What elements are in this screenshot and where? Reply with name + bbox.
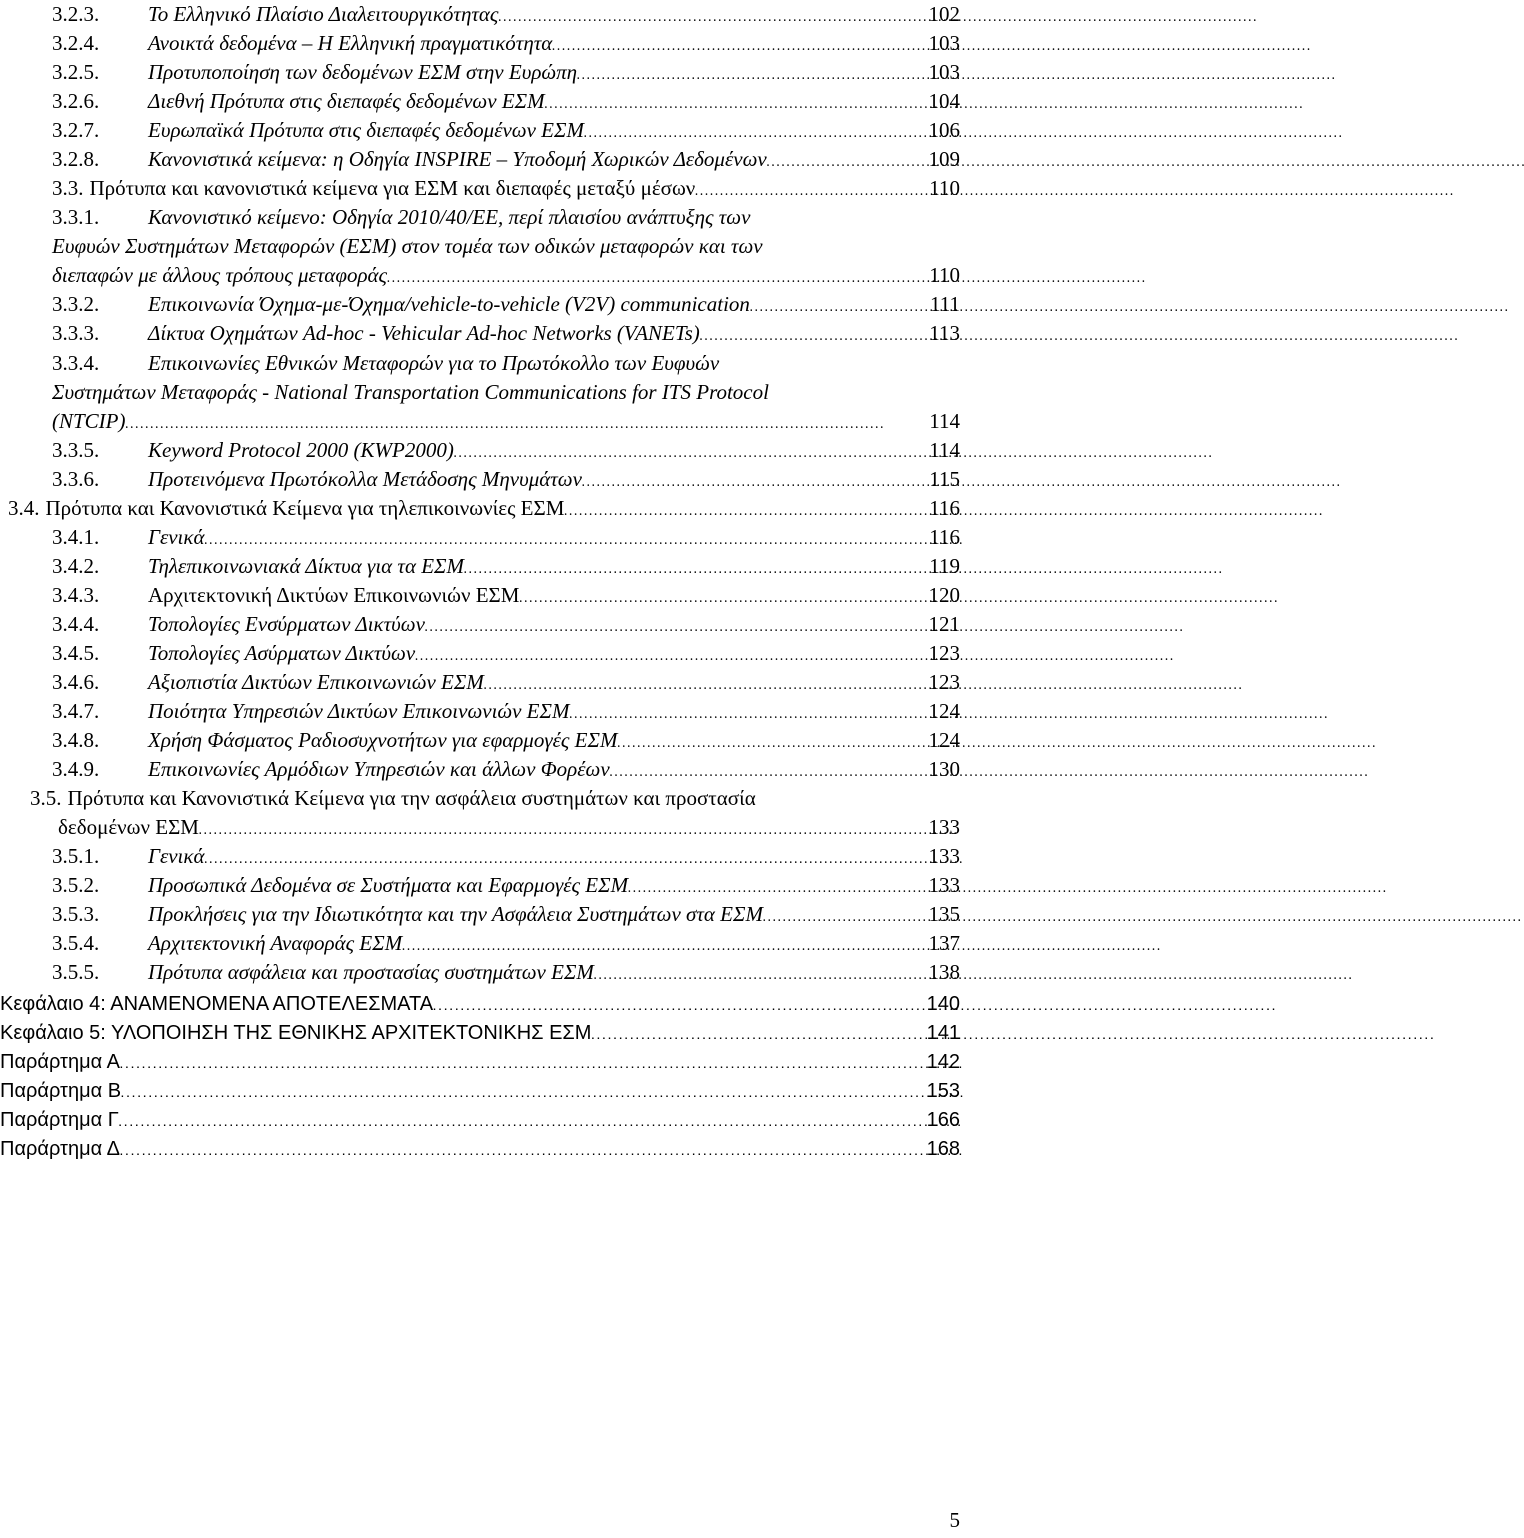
entry-title: Ποιότητα Υπηρεσιών Δικτύων Επικοινωνιών ΕΣΜ xyxy=(148,699,570,723)
entry-page: 114 xyxy=(929,409,960,433)
entry-title-line: δεδομένων ΕΣΜ xyxy=(58,815,199,839)
toc-entry[interactable] xyxy=(0,726,960,755)
toc-entry[interactable] xyxy=(0,842,960,871)
entry-title: Γενικά xyxy=(148,525,205,549)
toc-entry[interactable] xyxy=(0,87,960,116)
toc-entry[interactable] xyxy=(0,610,960,639)
entry-number: 3.2.5. xyxy=(52,60,100,84)
toc-entry[interactable] xyxy=(0,813,960,842)
toc-entry[interactable] xyxy=(0,697,960,726)
entry-number: 3.2.8. xyxy=(52,147,100,171)
entry-number: 3.4.6. xyxy=(52,670,100,694)
leader-dots xyxy=(433,990,923,1022)
entry-title: Δίκτυα Οχημάτων Ad-hoc - Vehicular Ad-hoc Networks (VANETs) xyxy=(148,321,700,345)
toc-entry[interactable] xyxy=(0,639,960,668)
entry-number: 3.2.3. xyxy=(52,2,100,26)
toc-entry[interactable] xyxy=(0,784,960,813)
entry-title: Αρχιτεκτονική Αναφοράς ΕΣΜ xyxy=(148,931,403,955)
toc-entry[interactable] xyxy=(0,552,960,581)
leader-dots xyxy=(700,319,925,352)
toc-entry[interactable] xyxy=(0,116,960,145)
entry-page: 137 xyxy=(928,931,960,955)
entry-number: 3.5. xyxy=(30,786,62,810)
leader-dots xyxy=(591,1019,922,1051)
entry-page: 103 xyxy=(928,31,960,55)
entry-number: 3.2.4. xyxy=(52,31,100,55)
entry-title: Κεφάλαιο 5: ΥΛΟΠΟΙΗΣΗ ΤΗΣ ΕΘΝΙΚΗΣ ΑΡΧΙΤΕΚΤΟΝΙΚΗΣ ΕΣΜ xyxy=(0,1022,592,1044)
entry-page: 166 xyxy=(926,1109,960,1131)
toc-entry[interactable] xyxy=(0,319,960,348)
entry-title: Προσωπικά Δεδομένα σε Συστήματα και Εφαρμογές ΕΣΜ xyxy=(148,873,629,897)
entry-page: 114 xyxy=(929,438,960,462)
entry-number: 3.5.3. xyxy=(52,902,100,926)
entry-number: 3.4.7. xyxy=(52,699,100,723)
entry-title: Ανοικτά δεδομένα – Η Ελληνική πραγματικότητα xyxy=(148,31,553,55)
entry-number: 3.4.4. xyxy=(52,612,100,636)
entry-number: 3.3.6. xyxy=(52,467,100,491)
toc-entry[interactable] xyxy=(0,145,960,174)
entry-number: 3.3.1. xyxy=(52,205,100,229)
entry-title: Τηλεπικοινωνιακά Δίκτυα για τα ΕΣΜ xyxy=(148,554,465,578)
entry-title: Επικοινωνία Όχημα-με-Όχημα/vehicle-to-vehicle (V2V) communication xyxy=(148,292,750,316)
toc-entry[interactable] xyxy=(0,407,960,436)
toc-appendix-entry[interactable] xyxy=(0,1048,960,1077)
entry-title: Πρότυπα και Κανονιστικά Κείμενα για τηλεπικοινωνίες ΕΣΜ xyxy=(45,496,565,520)
entry-title: Αρχιτεκτονική Δικτύων Επικοινωνιών ΕΣΜ xyxy=(148,583,520,607)
entry-title: Keyword Protocol 2000 (KWP2000) xyxy=(148,438,454,462)
entry-page: 116 xyxy=(929,525,960,549)
entry-number: 3.3.4. xyxy=(52,351,100,375)
entry-title: Παράρτημα Δ xyxy=(0,1138,120,1160)
leader-dots xyxy=(119,1106,923,1138)
leader-dots xyxy=(594,958,925,991)
entry-title: Τοπολογίες Ενσύρματων Δικτύων xyxy=(148,612,425,636)
entry-number: 3.4.8. xyxy=(52,728,100,752)
entry-number: 3.4. xyxy=(8,496,40,520)
entry-number: 3.4.2. xyxy=(52,554,100,578)
entry-number: 3.5.2. xyxy=(52,873,100,897)
entry-title: Προκλήσεις για την Ιδιωτικότητα και την Ασφάλεια Συστημάτων στα ΕΣΜ xyxy=(148,902,763,926)
leader-dots xyxy=(121,1077,923,1109)
entry-page: 124 xyxy=(928,728,960,752)
toc-entry[interactable] xyxy=(0,203,960,232)
entry-title: Χρήση Φάσματος Ραδιοσυχνοτήτων για εφαρμογές ΕΣΜ xyxy=(148,728,618,752)
entry-page: 115 xyxy=(929,467,960,491)
entry-title: Παράρτημα Β xyxy=(0,1080,122,1102)
entry-page: 110 xyxy=(929,176,960,200)
toc-entry[interactable] xyxy=(0,958,960,987)
entry-page: 102 xyxy=(928,2,960,26)
leader-dots xyxy=(120,1048,923,1080)
entry-page: 123 xyxy=(928,670,960,694)
entry-number: 3.3. xyxy=(52,176,84,200)
entry-number: 3.3.3. xyxy=(52,321,100,345)
entry-title: Ευρωπαϊκά Πρότυπα στις διεπαφές δεδομένων ΕΣΜ xyxy=(148,118,584,142)
toc-chapter-entry[interactable] xyxy=(0,1019,960,1048)
entry-page: 106 xyxy=(928,118,960,142)
toc-appendix-entry[interactable] xyxy=(0,1106,960,1135)
toc-entry[interactable] xyxy=(0,494,960,523)
entry-page: 138 xyxy=(928,960,960,984)
entry-page: 133 xyxy=(928,815,960,839)
toc-entry[interactable] xyxy=(0,29,960,58)
entry-title: Πρότυπα ασφάλεια και προστασίας συστημάτων ΕΣΜ xyxy=(148,960,594,984)
entry-number: 3.5.4. xyxy=(52,931,100,955)
entry-title-line: Ευφυών Συστημάτων Μεταφορών (ΕΣΜ) στον τομέα των οδικών μεταφορών και των xyxy=(52,234,763,258)
toc-entry[interactable] xyxy=(0,174,960,203)
toc-chapter-entry[interactable] xyxy=(0,990,960,1019)
entry-number: 3.4.3. xyxy=(52,583,100,607)
entry-title: Αξιοπιστία Δικτύων Επικοινωνιών ΕΣΜ xyxy=(148,670,484,694)
entry-number: 3.5.5. xyxy=(52,960,100,984)
entry-title-line: Κανονιστικό κείμενο: Οδηγία 2010/40/ΕΕ, περί πλαισίου ανάπτυξης των xyxy=(148,205,751,229)
toc-entry[interactable] xyxy=(0,465,960,494)
entry-title-line: (NTCIP) xyxy=(52,409,126,433)
entry-page: 103 xyxy=(928,60,960,84)
entry-page: 140 xyxy=(926,993,960,1015)
entry-page: 153 xyxy=(926,1080,960,1102)
toc-entry[interactable] xyxy=(0,668,960,697)
entry-number: 3.5.1. xyxy=(52,844,100,868)
entry-number: 3.2.6. xyxy=(52,89,100,113)
entry-page: 141 xyxy=(926,1022,960,1044)
toc-entry[interactable] xyxy=(0,290,960,319)
entry-title: Κεφάλαιο 4: ΑΝΑΜΕΝΟΜΕΝΑ ΑΠΟΤΕΛΕΣΜΑΤΑ xyxy=(0,993,434,1015)
page-number: 5 xyxy=(949,1508,960,1532)
entry-page: 133 xyxy=(928,873,960,897)
entry-title-line: Επικοινωνίες Εθνικών Μεταφορών για το Πρωτόκολλο των Ευφυών xyxy=(148,351,720,375)
entry-page: 168 xyxy=(926,1138,960,1160)
entry-number: 3.3.2. xyxy=(52,292,100,316)
entry-page: 120 xyxy=(928,583,960,607)
toc-entry[interactable] xyxy=(0,58,960,87)
toc-entry[interactable] xyxy=(0,436,960,465)
entry-page: 116 xyxy=(929,496,960,520)
entry-title: Γενικά xyxy=(148,844,205,868)
toc-entry[interactable] xyxy=(0,900,960,929)
toc-entry[interactable] xyxy=(0,0,960,29)
toc-entry[interactable] xyxy=(0,523,960,552)
toc-appendix-entry[interactable] xyxy=(0,1135,960,1164)
toc-appendix-entry[interactable] xyxy=(0,1077,960,1106)
entry-title-line: Συστημάτων Μεταφοράς - National Transportation Communications for ITS Protocol xyxy=(52,380,769,404)
entry-title: Πρότυπα και κανονιστικά κείμενα για ΕΣΜ και διεπαφές μεταξύ μέσων xyxy=(89,176,696,200)
toc-entry[interactable] xyxy=(0,871,960,900)
toc-entry[interactable] xyxy=(0,755,960,784)
entry-title-line: Πρότυπα και Κανονιστικά Κείμενα για την ασφάλεια συστημάτων και προστασία xyxy=(67,786,756,810)
entry-number: 3.4.5. xyxy=(52,641,100,665)
entry-page: 109 xyxy=(928,147,960,171)
entry-page: 133 xyxy=(928,844,960,868)
entry-title: Προτυποποίηση των δεδομένων ΕΣΜ στην Ευρώπη xyxy=(148,60,578,84)
entry-page: 104 xyxy=(928,89,960,113)
entry-page: 113 xyxy=(929,321,960,345)
toc-entry[interactable] xyxy=(0,349,960,378)
entry-title: Κανονιστικά κείμενα: η Οδηγία INSPIRE – Υποδομή Χωρικών Δεδομένων xyxy=(148,147,767,171)
entry-title: Παράρτημα Α xyxy=(0,1051,120,1073)
entry-title: Τοπολογίες Ασύρματων Δικτύων xyxy=(148,641,416,665)
entry-page: 121 xyxy=(928,612,960,636)
leader-dots xyxy=(120,1135,923,1167)
entry-title: Παράρτημα Γ xyxy=(0,1109,119,1131)
entry-number: 3.4.1. xyxy=(52,525,100,549)
entry-number: 3.4.9. xyxy=(52,757,100,781)
entry-number: 3.2.7. xyxy=(52,118,100,142)
entry-page: 130 xyxy=(928,757,960,781)
entry-page: 135 xyxy=(928,902,960,926)
entry-page: 142 xyxy=(926,1051,960,1073)
toc-entry[interactable] xyxy=(0,929,960,958)
toc-entry[interactable] xyxy=(0,261,960,290)
entry-number: 3.3.5. xyxy=(52,438,100,462)
entry-page: 123 xyxy=(928,641,960,665)
entry-title: Επικοινωνίες Αρμόδιων Υπηρεσιών και άλλων Φορέων xyxy=(148,757,610,781)
entry-page: 110 xyxy=(929,263,960,287)
toc-entry[interactable] xyxy=(0,581,960,610)
entry-title: Διεθνή Πρότυπα στις διεπαφές δεδομένων ΕΣΜ xyxy=(148,89,545,113)
entry-page: 119 xyxy=(929,554,960,578)
entry-page: 111 xyxy=(930,292,960,316)
entry-page: 124 xyxy=(928,699,960,723)
entry-title: Το Ελληνικό Πλαίσιο Διαλειτουργικότητας xyxy=(148,2,499,26)
entry-title-line: διεπαφών με άλλους τρόπους μεταφοράς xyxy=(52,263,388,287)
entry-title: Προτεινόμενα Πρωτόκολλα Μετάδοσης Μηνυμάτων xyxy=(148,467,582,491)
